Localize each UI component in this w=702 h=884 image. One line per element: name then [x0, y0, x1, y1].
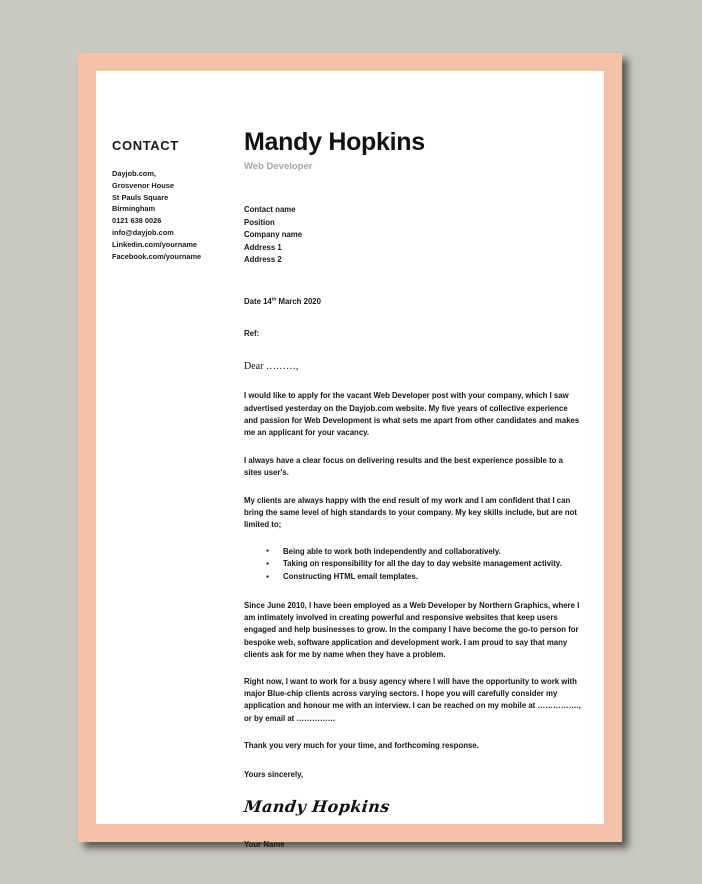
- letter-body-column: [244, 71, 604, 852]
- recipient-position: Position: [244, 217, 275, 227]
- key-skills-list: [244, 546, 582, 584]
- body-paragraph-3: My clients are always happy with the end result of my work and I am confident that I can bring the same level of high standards to your company. My key skills include, but are not limited to;: [244, 495, 578, 530]
- contact-line-linkedin[interactable]: Linkedin.com/yourname: [112, 239, 198, 249]
- letter-salutation: Dear ………,: [244, 361, 299, 373]
- recipient-contact-name: Contact name: [244, 205, 296, 214]
- date-ordinal-suffix: th: [271, 297, 277, 303]
- recipient-address-2: Address 2: [244, 255, 282, 265]
- list-item: ● Constructing HTML email templates.: [266, 571, 582, 584]
- list-item: ● Taking on responsibility for all the day to day website management activity.: [266, 558, 582, 571]
- recipient-company-name: Company name: [244, 230, 303, 240]
- page-columns: [96, 71, 604, 850]
- recipient-address-1: Address 1: [244, 242, 282, 252]
- body-paragraph-2: I always have a clear focus on delivering results and the best experience possible to a sites user's.: [244, 455, 563, 478]
- contact-line-street: St Pauls Square: [112, 192, 169, 202]
- letter-reference: Ref:: [244, 328, 260, 338]
- body-paragraph-6: Thank you very much for your time, and forthcoming response.: [244, 741, 479, 751]
- contact-line-phone: 0121 638 0026: [112, 216, 162, 226]
- date-prefix: Date 14: [244, 296, 272, 306]
- body-paragraph-4: Since June 2010, I have been employed as a Web Developer by Northern Graphics, where I am intimately involved in creating powerful and responsive websites that keep users engaged and help businesses to grow. In the company I have become the go-to person for bespoke web, software application and development work. I am proud to say that many clients ask for me by name when they have a problem.: [244, 600, 580, 660]
- signature-name-placeholder: Your Name: [244, 840, 285, 850]
- body-paragraph-5: Right now, I want to work for a busy agency where I will have the opportunity to work with major Blue-chip clients across varying sectors. I hope you will carefully consider my application and honour me with an interview. I can be reached on my mobile at ……………., or by email at ……………: [244, 676, 581, 723]
- contact-line-facebook[interactable]: Facebook.com/yourname: [112, 251, 202, 261]
- contact-line-email[interactable]: info@dayjob.com: [112, 227, 174, 237]
- candidate-name: Mandy Hopkins: [244, 128, 425, 156]
- contact-details: [112, 168, 244, 262]
- letter-date: [244, 296, 582, 309]
- contact-line-city: Birmingham: [112, 204, 156, 214]
- body-paragraph-1: I would like to apply for the vacant Web Developer post with your company, which I saw advertised yesterday on the Dayjob.com website. My five years of collective experience and passion for Web Development is what sets me apart from other candidates and makes me an applicant for your vacancy.: [244, 391, 580, 438]
- contact-line-company: Dayjob.com,: [112, 169, 156, 178]
- handwritten-signature: Mandy Hopkins: [243, 797, 391, 817]
- document-page: [78, 53, 622, 850]
- date-suffix: March 2020: [276, 296, 321, 306]
- recipient-address-block: [244, 204, 582, 267]
- contact-heading: CONTACT: [112, 138, 179, 153]
- contact-line-building: Grosvenor House: [112, 180, 175, 190]
- contact-sidebar: [96, 71, 244, 262]
- page-sheet: [96, 71, 604, 850]
- letter-signoff: Yours sincerely,: [244, 769, 304, 779]
- list-item: ● Being able to work both independently and collaboratively.: [266, 546, 582, 559]
- candidate-job-title: Web Developer: [244, 161, 313, 172]
